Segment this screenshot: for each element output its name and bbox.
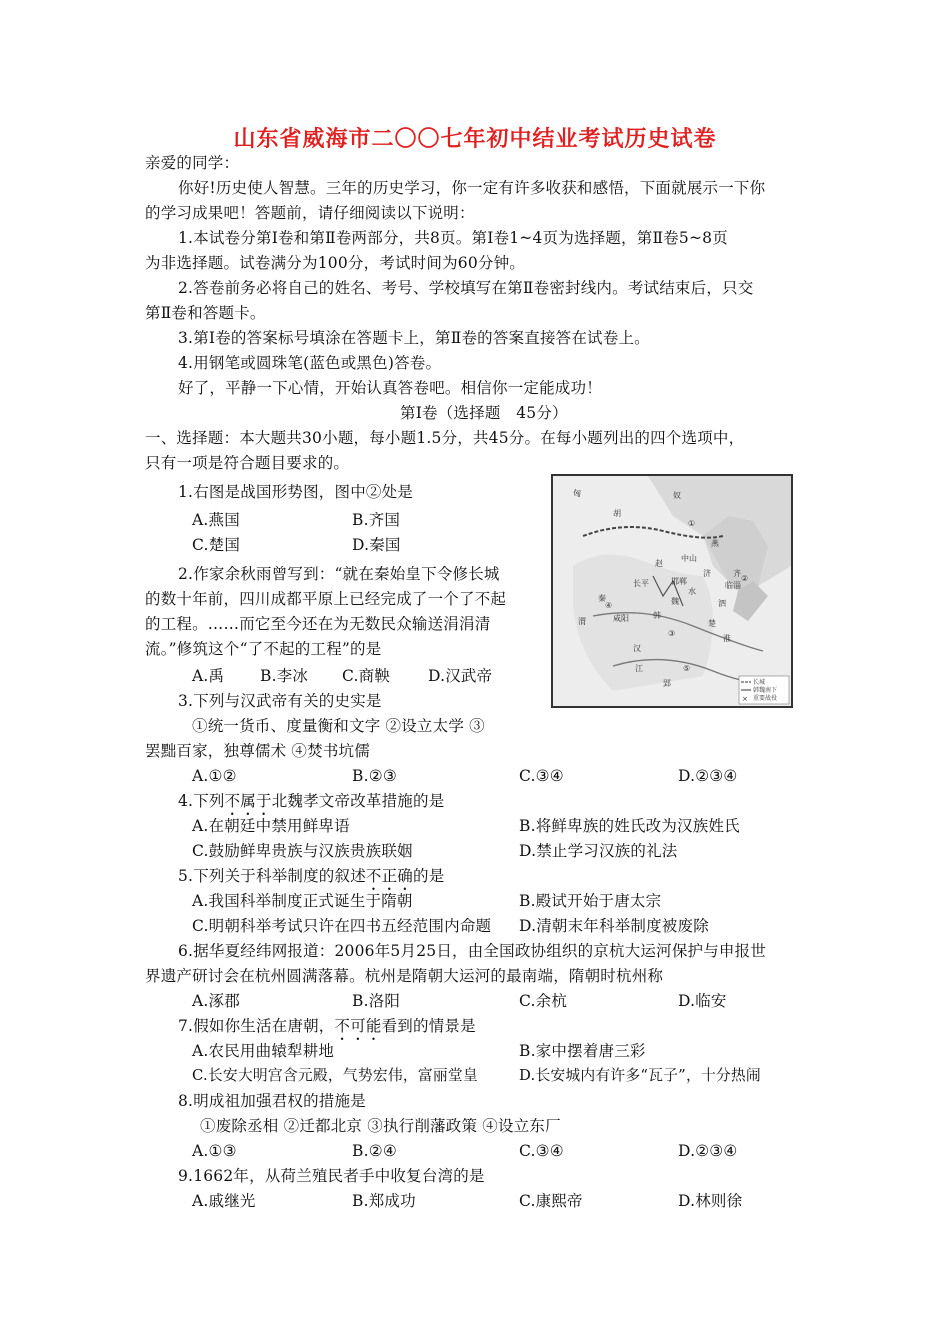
q4-option-b: B.将鲜卑族的姓氏改为汉族姓氏 xyxy=(519,817,740,835)
map-label-linzi: 临淄 xyxy=(725,581,741,590)
q1-option-d: D.秦国 xyxy=(352,536,401,554)
greeting: 亲爱的同学： xyxy=(145,154,240,172)
q6-line-2: 界遗产研讨会在杭州圆满落幕。杭州是隋朝大运河的最南端，隋朝时杭州称 xyxy=(145,967,664,985)
intro-line-1: 你好!历史使人智慧。三年的历史学习，你一定有许多收获和感悟，下面就展示一下你 xyxy=(178,179,766,197)
q8-option-c: C.③④ xyxy=(519,1142,564,1160)
q9-option-d: D.林则徐 xyxy=(678,1192,743,1210)
q8-option-a: A.①③ xyxy=(192,1142,237,1160)
q5-option-b: B.殿试开始于唐太宗 xyxy=(519,892,662,910)
q2-line-1: 2.作家余秋雨曾写到：“就在秦始皇下令修长城 xyxy=(178,565,500,583)
map-label-chu: 楚 xyxy=(708,619,716,628)
q6-option-a: A.涿郡 xyxy=(192,992,240,1010)
map-label-shui: 水 xyxy=(688,587,696,596)
q4-option-a: A.在朝廷中禁用鲜卑语 xyxy=(192,817,350,835)
map-label-huai: 淮 xyxy=(723,634,731,643)
map-label-nu: 奴 xyxy=(673,491,681,500)
intro-line-2: 的学习成果吧！答题前，请仔细阅读以下说明： xyxy=(145,204,475,222)
map-drawing xyxy=(553,476,791,706)
q4-option-c: C.鼓励鲜卑贵族与汉族贵族联姻 xyxy=(192,842,413,860)
map-label-yan: 燕 xyxy=(711,539,719,548)
q1-option-b: B.齐国 xyxy=(352,511,401,529)
instruction-2b: 第Ⅱ卷和答题卡。 xyxy=(145,304,266,322)
map-marker-5: ⑤ xyxy=(683,664,691,673)
map-marker-2: ② xyxy=(741,574,749,583)
q8-stem: 8.明成祖加强君权的措施是 xyxy=(178,1092,366,1110)
q5-stem-pre: 5.下列关于科举制度的叙述 xyxy=(178,867,366,885)
q4-stem-emphasis: 不属于 xyxy=(224,792,272,810)
q2-line-3: 的工程。……而它至今还在为无数民众输送涓涓清 xyxy=(145,615,491,633)
legend-battle-icon: × xyxy=(742,695,748,703)
map-label-si: 泗 xyxy=(718,599,726,608)
map-label-wei-river: 渭 xyxy=(578,617,586,626)
encouragement: 好了，平静一下心情，开始认真答卷吧。相信你一定能成功！ xyxy=(178,379,602,397)
q5-option-a: A.我国科举制度正式诞生于隋朝 xyxy=(192,892,413,910)
map-label-zhongshan: 中山 xyxy=(681,554,697,563)
map-label-zhao: 赵 xyxy=(655,559,663,568)
q8-items: ①废除丞相 ②迁都北京 ③执行削藩政策 ④设立东厂 xyxy=(200,1117,561,1135)
q6-option-b: B.洛阳 xyxy=(352,992,401,1010)
q5-stem-emphasis: 不正确 xyxy=(365,867,413,885)
q3-option-c: C.③④ xyxy=(519,767,564,785)
q3-items-2: 罢黜百家，独尊儒术 ④焚书坑儒 xyxy=(145,742,370,760)
instruction-4: 4.用钢笔或圆珠笔(蓝色或黑色)答卷。 xyxy=(178,354,442,372)
map-label-handan: 邯郸 xyxy=(671,577,687,586)
map-label-ji: 济 xyxy=(703,569,711,578)
q3-option-a: A.①② xyxy=(192,767,237,785)
q4-stem-post: 北魏孝文帝改革措施的是 xyxy=(271,792,445,810)
q4-option-d: D.禁止学习汉族的礼法 xyxy=(519,842,678,860)
q7-option-d: D.长安城内有许多“瓦子”，十分热闹 xyxy=(519,1067,761,1084)
section-title: 第Ⅰ卷（选择题 45分） xyxy=(400,404,568,422)
q6-option-d: D.临安 xyxy=(678,992,727,1010)
legend-south-route: 韩魏南下 xyxy=(753,687,778,694)
q2-option-a: A.禹 xyxy=(192,667,225,685)
map-label-xiong: 匈 xyxy=(573,489,581,498)
map-label-qin: 秦 xyxy=(598,594,606,603)
q9-stem: 9.1662年，从荷兰殖民者手中收复台湾的是 xyxy=(178,1167,485,1185)
q5-stem-post: 的是 xyxy=(413,867,445,885)
section-desc-1: 一、选择题：本大题共30小题，每小题1.5分，共45分。在每小题列出的四个选项中， xyxy=(145,429,745,447)
q8-option-b: B.②④ xyxy=(352,1142,397,1160)
q2-line-2: 的数十年前，四川成都平原上已经完成了一个了不起 xyxy=(145,590,507,608)
q9-option-a: A.戚继光 xyxy=(192,1192,256,1210)
q7-stem-post: 看到的情景是 xyxy=(381,1017,476,1035)
map-label-changping: 长平 xyxy=(633,579,649,588)
map-label-han: 韩 xyxy=(653,611,661,620)
instruction-1b: 为非选择题。试卷满分为100分，考试时间为60分钟。 xyxy=(145,254,526,272)
q7-option-b: B.家中摆着唐三彩 xyxy=(519,1042,646,1060)
q9-option-b: B.郑成功 xyxy=(352,1192,416,1210)
map-label-xianyang: 咸阳 xyxy=(613,614,629,623)
section-desc-2: 只有一项是符合题目要求的。 xyxy=(145,454,350,472)
map-label-qi: 齐 xyxy=(733,569,741,578)
instruction-3: 3.第Ⅰ卷的答案标号填涂在答题卡上，第Ⅱ卷的答案直接答在试卷上。 xyxy=(178,329,650,347)
q8-option-d: D.②③④ xyxy=(678,1142,738,1160)
q5-option-c: C.明朝科举考试只许在四书五经范围内命题 xyxy=(192,917,492,935)
instruction-1a: 1.本试卷分第Ⅰ卷和第Ⅱ卷两部分，共8页。第Ⅰ卷1~4页为选择题，第Ⅱ卷5~8页 xyxy=(178,229,728,247)
q2-option-b: B.李冰 xyxy=(260,667,309,685)
map-label-wei: 魏 xyxy=(671,597,679,606)
q1-option-a: A.燕国 xyxy=(192,511,240,529)
map-marker-1: ① xyxy=(688,519,696,528)
q7-stem-emphasis: 不可能 xyxy=(334,1017,382,1035)
q1-option-c: C.楚国 xyxy=(192,536,241,554)
q2-line-4: 流。”修筑这个“了不起的工程”的是 xyxy=(145,640,382,658)
map-label-han-river: 汉 xyxy=(633,644,641,653)
q7-option-a: A.农民用曲辕犁耕地 xyxy=(192,1042,335,1060)
q3-option-d: D.②③④ xyxy=(678,767,738,785)
warring-states-map xyxy=(551,474,793,708)
q9-option-c: C.康熙帝 xyxy=(519,1192,583,1210)
q2-option-d: D.汉武帝 xyxy=(428,667,493,685)
q2-option-c: C.商鞅 xyxy=(342,667,391,685)
q5-option-d: D.清朝末年科举制度被废除 xyxy=(519,917,709,935)
map-label-ying: 郢 xyxy=(663,679,671,688)
map-label-hu: 胡 xyxy=(613,509,621,518)
q4-stem-pre: 4.下列 xyxy=(178,792,225,810)
q6-option-c: C.余杭 xyxy=(519,992,568,1010)
q3-option-b: B.②③ xyxy=(352,767,397,785)
exam-title: 山东省威海市二〇〇七年初中结业考试历史试卷 xyxy=(233,127,717,152)
q1-stem: 1.右图是战国形势图，图中②处是 xyxy=(178,483,413,501)
q7-option-c: C.长安大明宫含元殿，气势宏伟，富丽堂皇 xyxy=(192,1067,478,1084)
legend-great-wall: 长城 xyxy=(753,679,766,686)
q6-line-1: 6.据华夏经纬网报道：2006年5月25日，由全国政协组织的京杭大运河保护与申报世 xyxy=(178,942,767,960)
map-marker-3: ③ xyxy=(668,629,676,638)
map-marker-4: ④ xyxy=(605,601,613,610)
legend-battle: 重要战役 xyxy=(753,695,778,702)
q3-items-1: ①统一货币、度量衡和文字 ②设立太学 ③ xyxy=(192,717,485,735)
map-label-jiang: 江 xyxy=(635,664,643,673)
q7-stem-pre: 7.假如你生活在唐朝， xyxy=(178,1017,335,1035)
q3-stem: 3.下列与汉武帝有关的史实是 xyxy=(178,692,382,710)
instruction-2a: 2.答卷前务必将自己的姓名、考号、学校填写在第Ⅱ卷密封线内。考试结束后，只交 xyxy=(178,279,754,297)
